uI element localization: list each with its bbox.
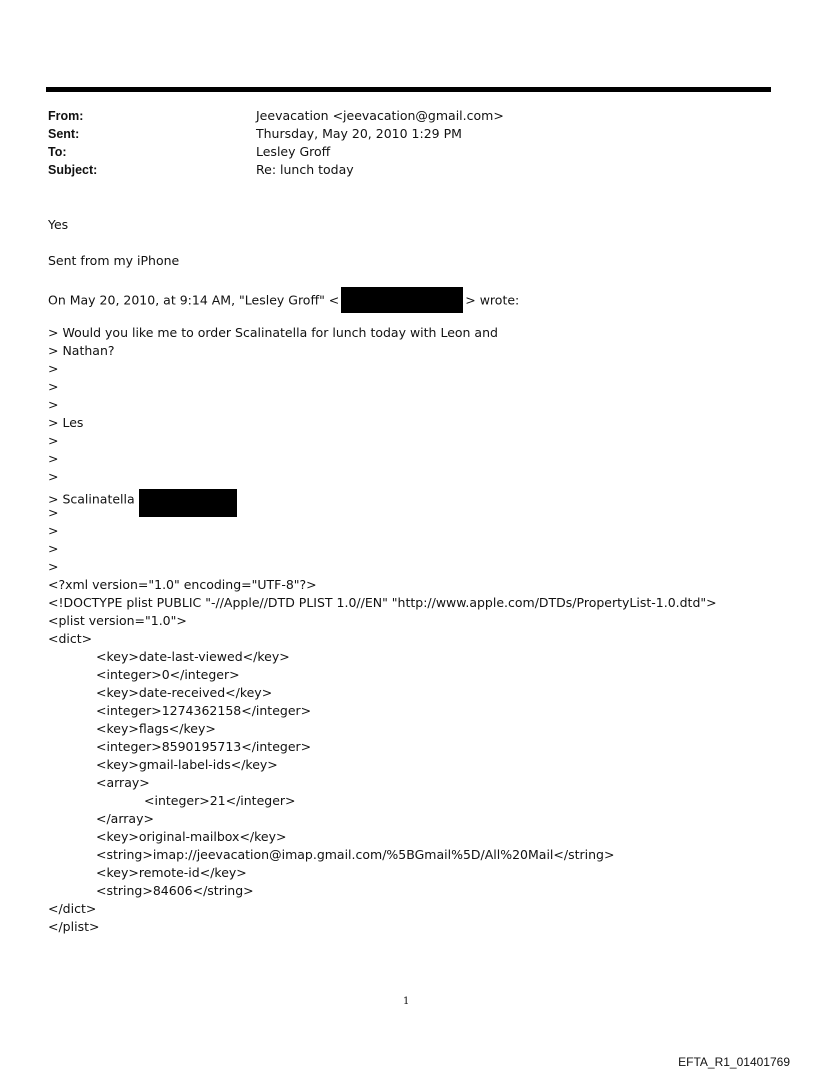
- plist-line: <dict>: [48, 631, 93, 646]
- redaction-box: [341, 287, 463, 313]
- quoted-line: >: [48, 379, 59, 394]
- plist-line: <integer>0</integer>: [96, 667, 240, 682]
- quoted-line: >: [48, 505, 59, 520]
- plist-line: <key>original-mailbox</key>: [96, 829, 287, 844]
- quoted-line: >: [48, 523, 59, 538]
- plist-line: <integer>8590195713</integer>: [96, 739, 312, 754]
- plist-line: </plist>: [48, 919, 100, 934]
- plist-line: <key>gmail-label-ids</key>: [96, 757, 278, 772]
- redaction-box: [139, 489, 237, 517]
- quote-intro-after: > wrote:: [465, 292, 520, 308]
- quoted-line: >: [48, 451, 59, 466]
- header-rule: [46, 87, 771, 92]
- quoted-line: >: [48, 541, 59, 556]
- plist-line: <string>imap://jeevacation@imap.gmail.com/%5BGmail%5D/All%20Mail</string>: [96, 847, 615, 862]
- plist-line: <string>84606</string>: [96, 883, 254, 898]
- plist-line: <integer>1274362158</integer>: [96, 703, 312, 718]
- quoted-line: > Would you like me to order Scalinatella for lunch today with Leon and: [48, 325, 498, 340]
- quoted-line: >: [48, 397, 59, 412]
- quoted-line-scalinatella: [48, 486, 788, 507]
- plist-line: <key>flags</key>: [96, 721, 216, 736]
- subject-value: Re: lunch today: [256, 162, 354, 177]
- from-value: Jeevacation <jeevacation@gmail.com>: [256, 108, 504, 123]
- quote-intro: [48, 288, 788, 306]
- plist-line: </dict>: [48, 901, 97, 916]
- from-label: From:: [48, 109, 84, 123]
- plist-line: <?xml version="1.0" encoding="UTF-8"?>: [48, 577, 317, 592]
- plist-line: <key>date-received</key>: [96, 685, 273, 700]
- sent-row: [48, 125, 748, 143]
- plist-line: <integer>21</integer>: [144, 793, 296, 808]
- plist-line: </array>: [96, 811, 154, 826]
- sent-value: Thursday, May 20, 2010 1:29 PM: [256, 126, 462, 141]
- from-row: [48, 107, 748, 125]
- quoted-scalinatella-text: > Scalinatella: [48, 491, 135, 507]
- email-body: [48, 216, 788, 936]
- quote-intro-before: On May 20, 2010, at 9:14 AM, "Lesley Groff" <: [48, 292, 340, 308]
- quoted-line: >: [48, 559, 59, 574]
- plist-line: <plist version="1.0">: [48, 613, 187, 628]
- plist-line: <key>date-last-viewed</key>: [96, 649, 290, 664]
- subject-label: Subject:: [48, 163, 98, 177]
- plist-line: <!DOCTYPE plist PUBLIC "-//Apple//DTD PLIST 1.0//EN" "http://www.apple.com/DTDs/PropertyList-1.0.dtd">: [48, 595, 717, 610]
- document-id: EFTA_R1_01401769: [678, 1055, 790, 1069]
- signature-text: Sent from my iPhone: [48, 253, 180, 268]
- to-row: [48, 143, 748, 161]
- quoted-line: >: [48, 433, 59, 448]
- page-number: 1: [403, 996, 410, 1007]
- quoted-line: >: [48, 469, 59, 484]
- plist-line: <array>: [96, 775, 150, 790]
- quoted-line: >: [48, 361, 59, 376]
- quoted-line: > Nathan?: [48, 343, 115, 358]
- email-header: [48, 107, 748, 179]
- quoted-line: > Les: [48, 415, 84, 430]
- subject-row: [48, 161, 748, 179]
- to-label: To:: [48, 145, 67, 159]
- sent-label: Sent:: [48, 127, 80, 141]
- to-value: Lesley Groff: [256, 144, 331, 159]
- plist-line: <key>remote-id</key>: [96, 865, 247, 880]
- reply-text: Yes: [48, 217, 69, 232]
